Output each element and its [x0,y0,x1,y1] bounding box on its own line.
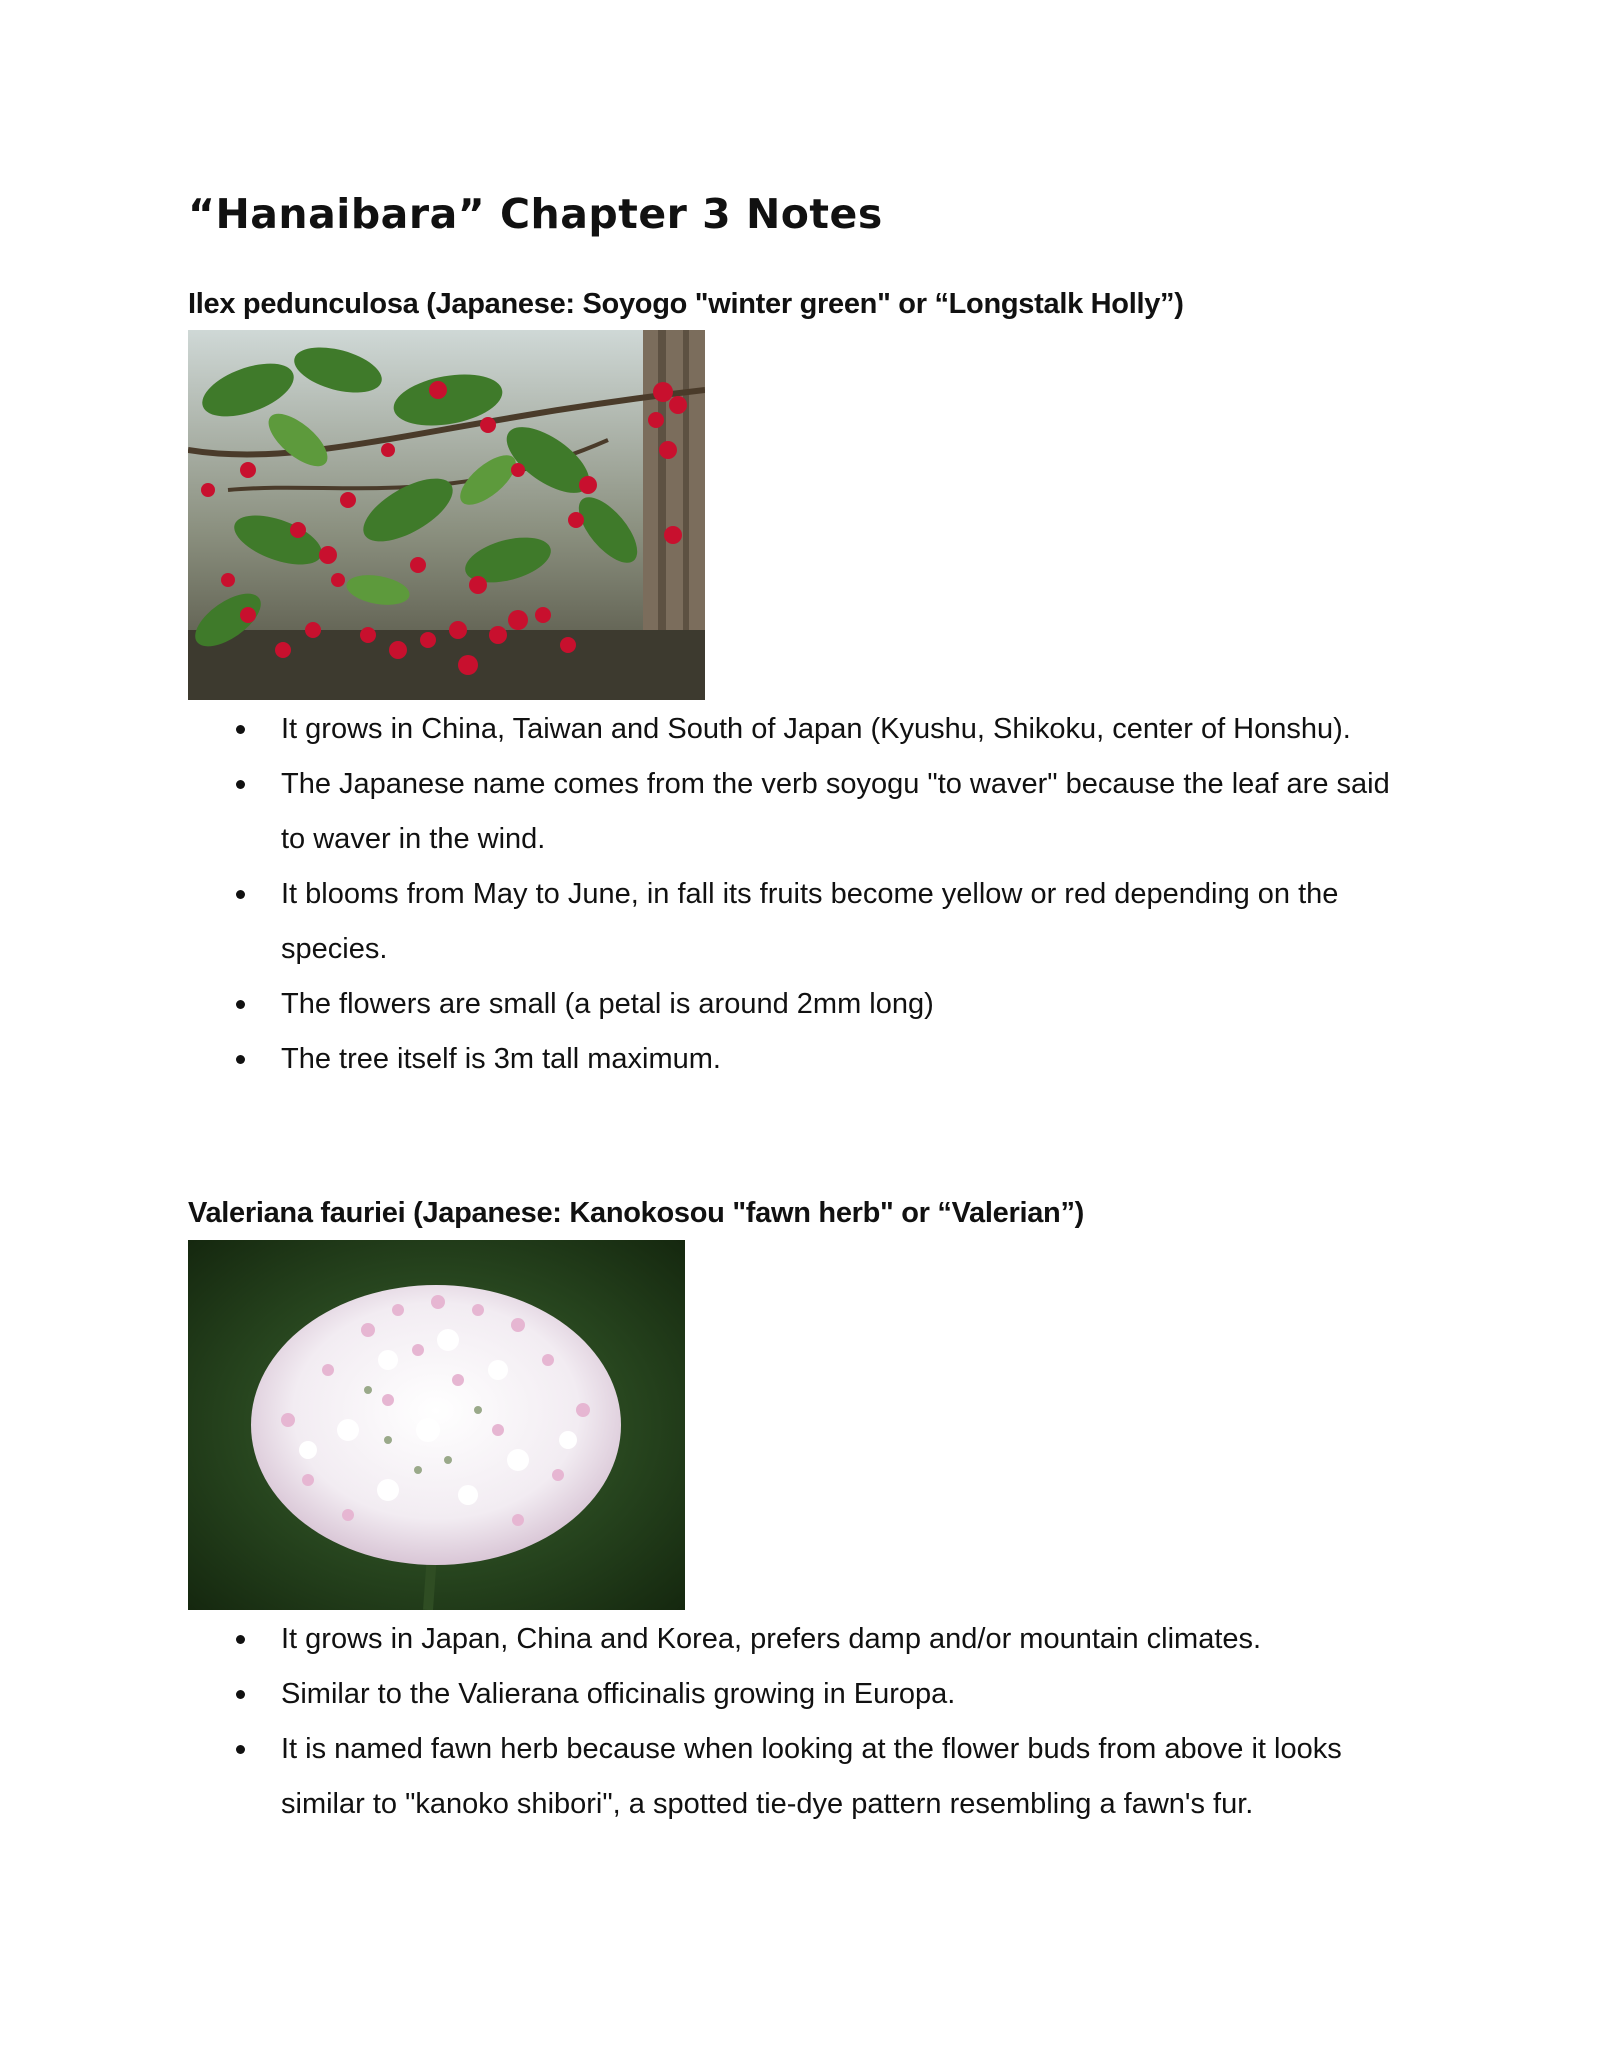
bullet-icon [236,780,245,789]
list-item: The Japanese name comes from the verb soyogu "to waver" because the leaf are said to waver in the wind. [0,757,1421,867]
bullet-icon [236,1635,245,1644]
bullet-icon [236,890,245,899]
bullet-icon [236,1055,245,1064]
list-item: It grows in China, Taiwan and South of Japan (Kyushu, Shikoku, center of Honshu). [0,702,1421,757]
bullet-icon [236,725,245,734]
bullet-icon [236,1000,245,1009]
bullet-icon [236,1745,245,1754]
bullet-list-ilex [0,702,1421,1087]
holly-berries-photo [188,330,705,700]
list-item: Similar to the Valierana officinalis growing in Europa. [0,1667,1421,1722]
bullet-icon [236,1690,245,1699]
list-item: It grows in Japan, China and Korea, prefers damp and/or mountain climates. [0,1612,1421,1667]
bullet-list-valeriana [0,1612,1421,1832]
list-item: It is named fawn herb because when looking at the flower buds from above it looks similar to "kanoko shibori", a spotted tie-dye pattern resembling a fawn's fur. [0,1722,1421,1832]
list-item: The flowers are small (a petal is around 2mm long) [0,977,1421,1032]
list-item: It blooms from May to June, in fall its fruits become yellow or red depending on the species. [0,867,1421,977]
list-item: The tree itself is 3m tall maximum. [0,1032,1421,1087]
section-heading-ilex: Ilex pedunculosa (Japanese: Soyogo "winter green" or “Longstalk Holly”) [188,288,1184,320]
valerian-flower-photo [188,1240,685,1610]
document-title: “Hanaibara” Chapter 3 Notes [188,190,883,238]
section-heading-valeriana: Valeriana fauriei (Japanese: Kanokosou "fawn herb" or “Valerian”) [188,1197,1085,1229]
